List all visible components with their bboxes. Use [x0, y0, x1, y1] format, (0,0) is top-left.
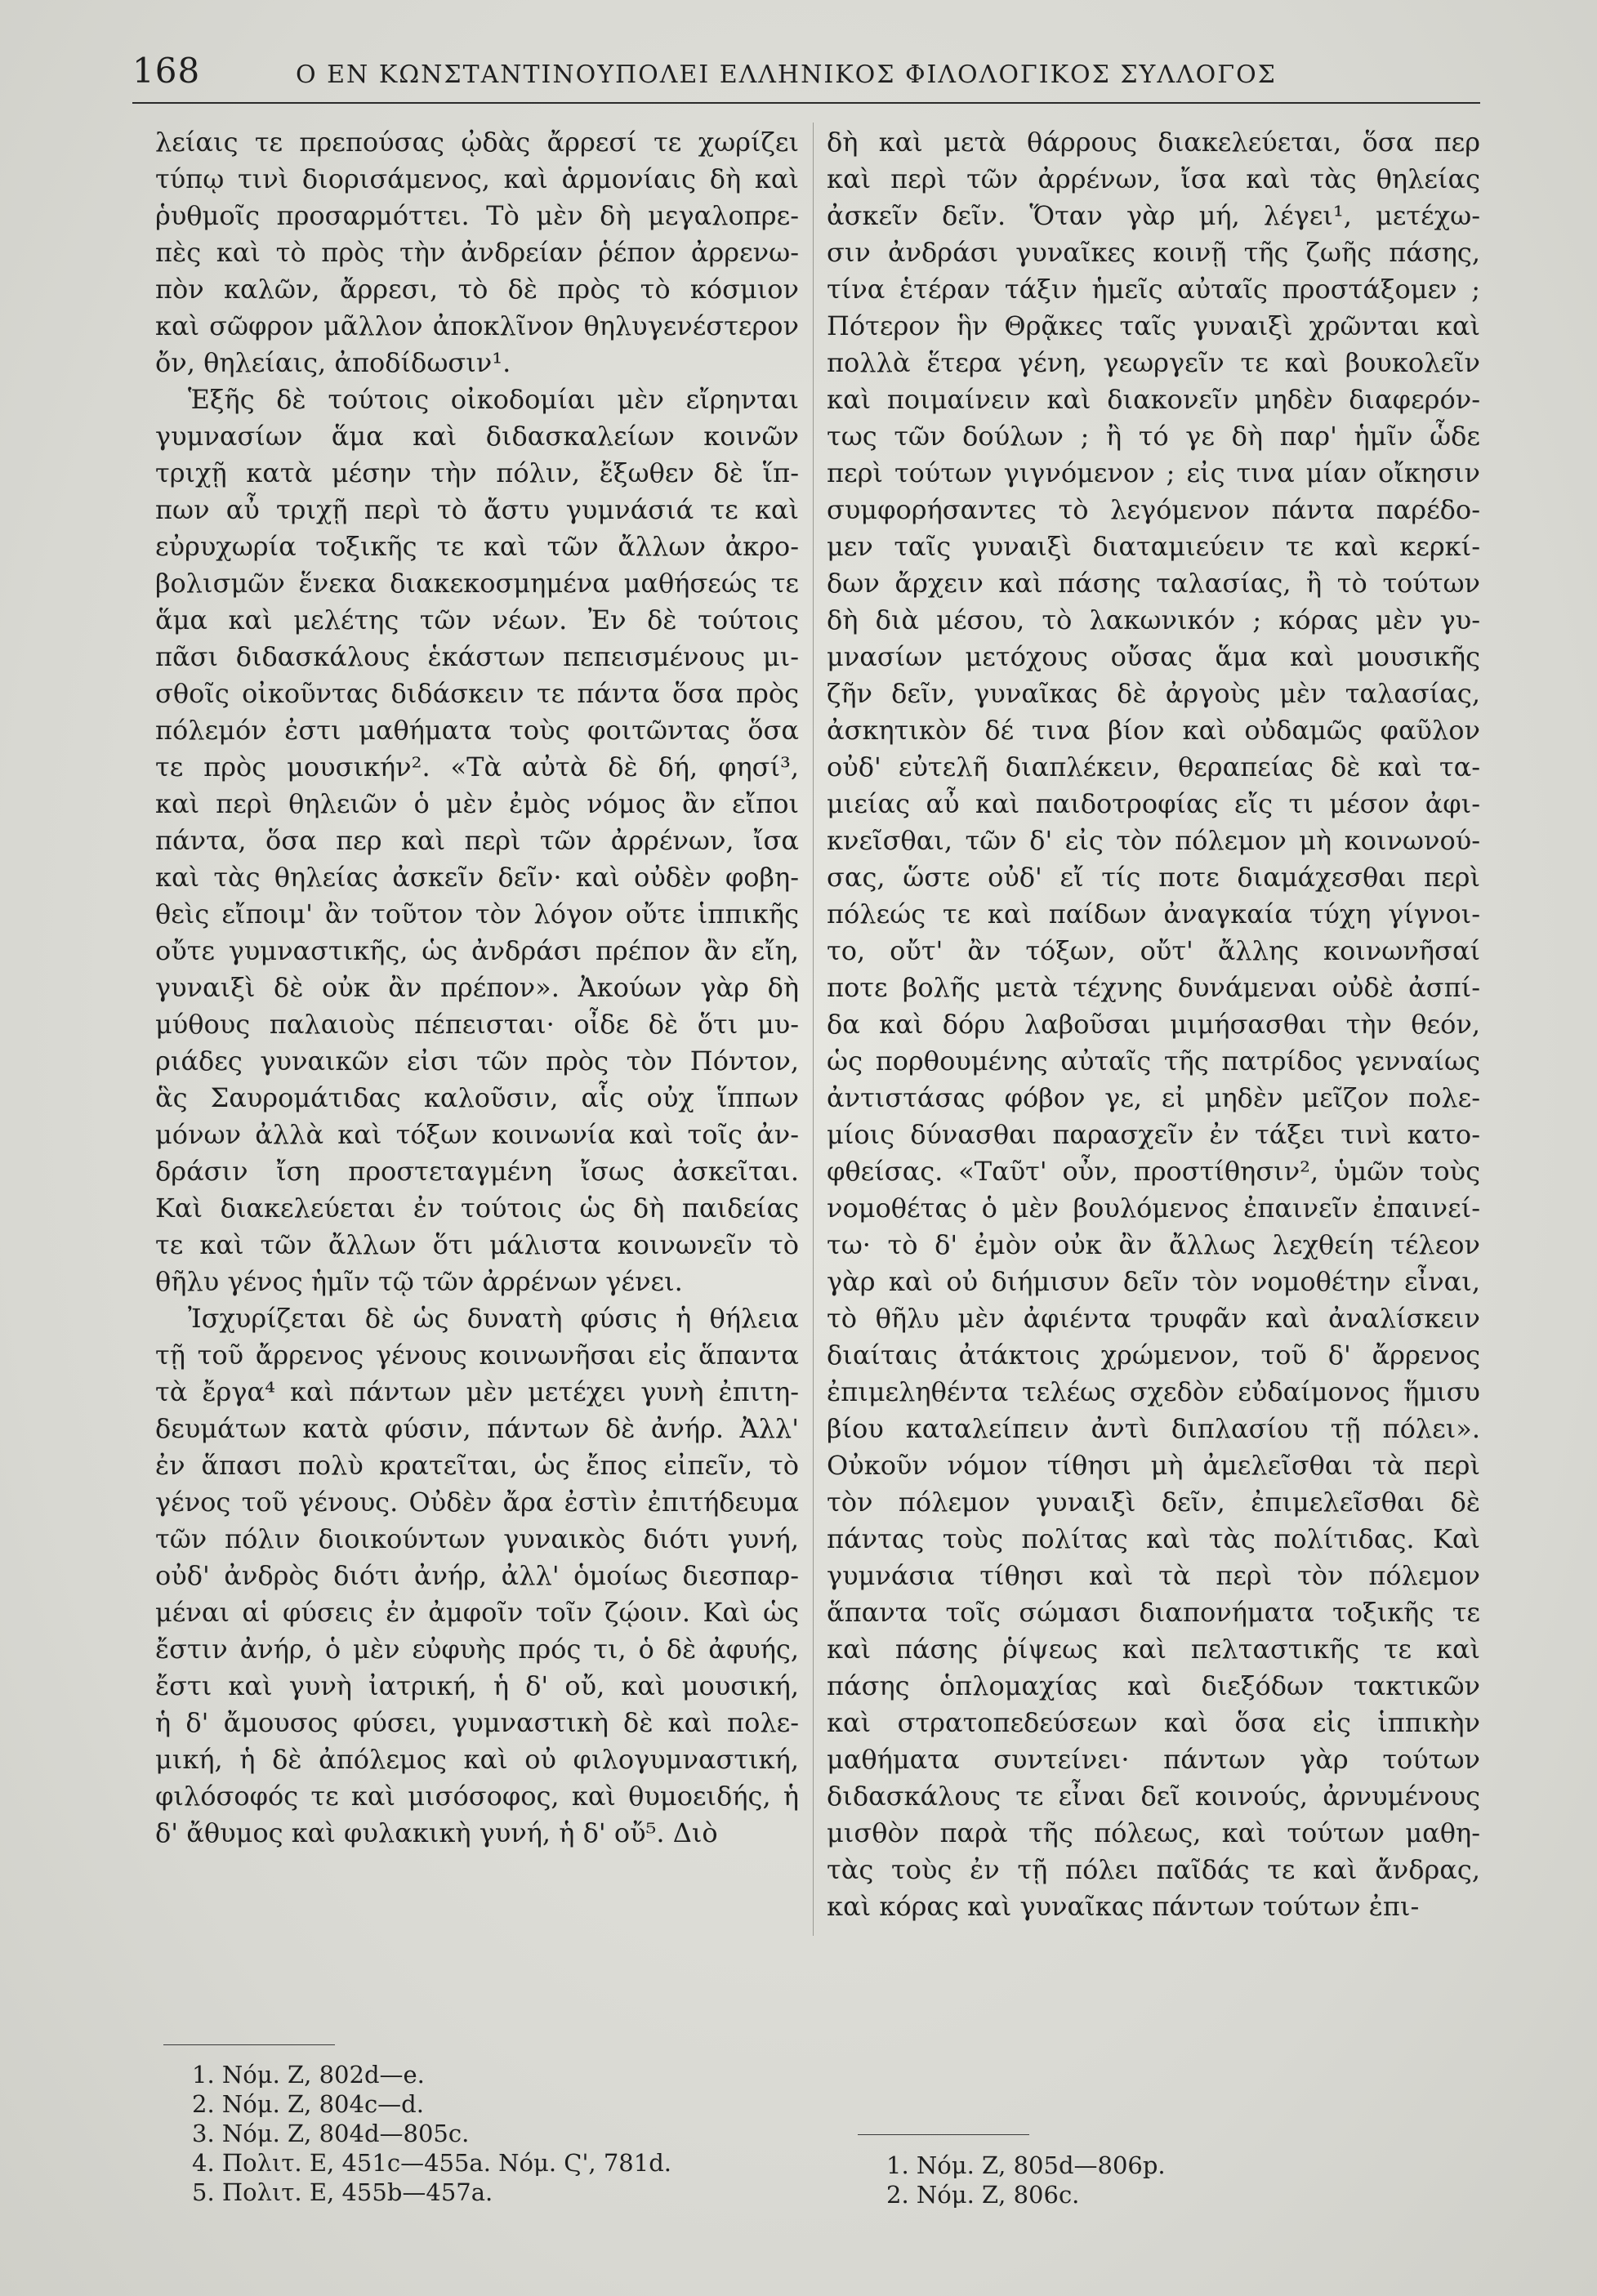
text-line: μαθήματα συντείνει· πάντων γὰρ τούτων	[827, 1744, 1480, 1775]
text-line: τῇ τοῦ ἄρρενος γένους κοινωνῆσαι εἰς ἅπαντα	[155, 1340, 799, 1371]
text-line: δράσιν ἴση προστεταγμένη ἴσως ἀσκεῖται.	[155, 1156, 799, 1187]
text-line: φθείσας. «Ταῦτ' οὖν, προστίθησιν², ὑμῶν τοὺς	[827, 1156, 1480, 1187]
text-line: καὶ περὶ τῶν ἀρρένων, ἴσα καὶ τὰς θηλείας	[827, 163, 1480, 194]
footnote-rule-left	[163, 2044, 335, 2045]
text-line: καὶ περὶ θηλειῶν ὁ μὲν ἐμὸς νόμος ἂν εἴποι	[155, 788, 799, 819]
text-line: καὶ ποιμαίνειν καὶ διακονεῖν μηδὲν διαφερόν-	[827, 384, 1480, 415]
text-line: ὡς πορθουμένης αὐταῖς τῆς πατρίδος γενναίως	[827, 1045, 1480, 1077]
text-line: ἐν ἅπασι πολὺ κρατεῖται, ὡς ἔπος εἰπεῖν, τὸ	[155, 1450, 799, 1481]
text-line: μισθὸν παρὰ τῆς πόλεως, καὶ τούτων μαθη-	[827, 1817, 1480, 1848]
text-line: φιλόσοφός τε καὶ μισόσοφος, καὶ θυμοειδής, ἡ	[155, 1781, 799, 1812]
text-line: γένος τοῦ γένους. Οὐδὲν ἄρα ἐστὶν ἐπιτήδευμα	[155, 1487, 799, 1518]
text-line: τε πρὸς μουσικήν². «Τὰ αὐτὰ δὲ δή, φησί³,	[155, 751, 799, 782]
text-line: πάντας τοὺς πολίτας καὶ τὰς πολίτιδας. Καὶ	[827, 1523, 1480, 1554]
text-line: ὄν, θηλείαις, ἀποδίδωσιν¹.	[155, 347, 511, 378]
text-line: καὶ σῶφρον μᾶλλον ἀποκλῖνον θηλυγενέστερον	[155, 310, 799, 341]
text-line: πολλὰ ἕτερα γένη, γεωργεῖν τε καὶ βουκολεῖν	[827, 347, 1480, 378]
text-line: ἃς Σαυρομάτιδας καλοῦσιν, αἷς οὐχ ἵππων	[155, 1082, 799, 1113]
text-line: τὸν πόλεμον γυναιξὶ δεῖν, ἐπιμελεῖσθαι δὲ	[827, 1487, 1480, 1518]
text-line: τριχῇ κατὰ μέσην τὴν πόλιν, ἔξωθεν δὲ ἵπ-	[155, 457, 799, 488]
text-line: σιν ἀνδράσι γυναῖκες κοινῇ τῆς ζωῆς πάσης,	[827, 237, 1480, 268]
text-line: μύθους παλαιοὺς πέπεισται· οἶδε δὲ ὅτι μυ-	[155, 1009, 799, 1040]
text-line: τῶν πόλιν διοικούντων γυναικὸς διότι γυνή,	[155, 1523, 799, 1554]
text-line: ἅμα καὶ μελέτης τῶν νέων. Ἐν δὲ τούτοις	[155, 604, 799, 635]
text-line: ἀσκητικὸν δέ τινα βίον καὶ οὐδαμῶς φαῦλον	[827, 715, 1480, 746]
text-line: μιείας αὖ καὶ παιδοτροφίας εἴς τι μέσον ἀφι-	[827, 788, 1480, 819]
text-line: οὐδ' εὐτελῆ διαπλέκειν, θεραπείας δὲ καὶ τα-	[827, 751, 1480, 782]
text-line: καὶ πάσης ῥίψεως καὶ πελταστικῆς τε καὶ	[827, 1634, 1480, 1665]
text-line: ποτε βολῆς μετὰ τέχνης δυνάμεναι οὐδὲ ἀσπί-	[827, 972, 1480, 1003]
text-line: δὴ καὶ μετὰ θάρρους διακελεύεται, ὅσα περ	[827, 127, 1480, 158]
text-line: πων αὖ τριχῇ περὶ τὸ ἄστυ γυμνάσιά τε καὶ	[155, 494, 799, 525]
text-line: περὶ τούτων γιγνόμενον ; εἰς τινα μίαν οἴκησιν	[827, 457, 1480, 488]
text-line: οὐδ' ἀνδρὸς διότι ἀνήρ, ἀλλ' ὁμοίως διεσπαρ-	[155, 1560, 799, 1591]
text-line: δα καὶ δόρυ λαβοῦσαι μιμήσασθαι τὴν θεόν,	[827, 1009, 1480, 1040]
text-line: τὰς τοὺς ἐν τῇ πόλει παῖδάς τε καὶ ἄνδρας,	[827, 1854, 1480, 1885]
text-line: πόλεμόν ἐστι μαθήματα τοὺς φοιτῶντας ὅσα	[155, 715, 799, 746]
text-line: μνασίων μετόχους οὔσας ἅμα καὶ μουσικῆς	[827, 641, 1480, 672]
text-line: μέναι αἱ φύσεις ἐν ἀμφοῖν τοῖν ζῴοιν. Καὶ ὡς	[155, 1597, 799, 1628]
page-number: 168	[132, 51, 201, 91]
text-line: δων ἄρχειν καὶ πάσης ταλασίας, ἢ τὸ τούτων	[827, 568, 1480, 599]
text-line: πὲς καὶ τὸ πρὸς τὴν ἀνδρείαν ῥέπον ἀρρενω-	[155, 237, 799, 268]
text-line: τε καὶ τῶν ἄλλων ὅτι μάλιστα κοινωνεῖν τὸ	[155, 1229, 799, 1260]
text-line: τως τῶν δούλων ; ἢ τό γε δὴ παρ' ἡμῖν ὧδε	[827, 421, 1480, 452]
footnote: 2. Νόμ. Ζ, 804c—d.	[192, 2090, 424, 2118]
text-line: πάντα, ὅσα περ καὶ περὶ τῶν ἀρρένων, ἴσα	[155, 825, 799, 856]
text-line: νομοθέτας ὁ μὲν βουλόμενος ἐπαινεῖν ἐπαινεί-	[827, 1193, 1480, 1224]
running-head	[132, 51, 1480, 100]
text-line: διαίταις ἀτάκτοις χρώμενον, τοῦ δ' ἄρρενος	[827, 1340, 1480, 1371]
text-line: Οὐκοῦν νόμον τίθησι μὴ ἀμελεῖσθαι τὰ περὶ	[827, 1450, 1480, 1481]
text-line: Ἑξῆς δὲ τούτοις οἰκοδομίαι μὲν εἴρηνται	[188, 384, 799, 415]
text-line: ἐπιμεληθέντα τελέως σχεδὸν εὐδαίμονος ἥμισυ	[827, 1376, 1480, 1407]
text-line: ἀντιστάσας φόβον γε, εἰ μηδὲν μεῖζον πολε-	[827, 1082, 1480, 1113]
text-line: μόνων ἀλλὰ καὶ τόξων κοινωνία καὶ τοῖς ἀν-	[155, 1119, 799, 1150]
text-line: βίου καταλείπειν ἀντὶ διπλασίου τῇ πόλει».	[827, 1413, 1480, 1444]
text-line: ἔστιν ἀνήρ, ὁ μὲν εὐφυὴς πρός τι, ὁ δὲ ἀφυής,	[155, 1634, 799, 1665]
text-line: τύπῳ τινὶ διορισάμενος, καὶ ἁρμονίαις δὴ καὶ	[155, 163, 799, 194]
footnote-rule-right	[858, 2134, 1029, 2135]
header-rule	[132, 102, 1480, 104]
text-line: θεὶς εἴποιμ' ἂν τοῦτον τὸν λόγον οὔτε ἱππικῆς	[155, 898, 799, 930]
text-line: ῥυθμοῖς προσαρμόττει. Τὸ μὲν δὴ μεγαλοπρε-	[155, 200, 799, 231]
text-line: δευμάτων κατὰ φύσιν, πάντων δὲ ἀνήρ. Ἀλλ'	[155, 1413, 799, 1444]
footnote: 1. Νόμ. Ζ, 805d—806p.	[886, 2151, 1166, 2179]
text-line: Πότερον ἣν Θρᾷκες ταῖς γυναιξὶ χρῶνται καὶ	[827, 310, 1480, 341]
text-line: πᾶσι διδασκάλους ἑκάστων πεπεισμένους μι-	[155, 641, 799, 672]
text-line: τὰ ἔργα⁴ καὶ πάντων μὲν μετέχει γυνὴ ἐπιτη-	[155, 1376, 799, 1407]
text-line: μεν ταῖς γυναιξὶ διαταμιεύειν τε καὶ κερκί-	[827, 531, 1480, 562]
text-line: δ' ἄθυμος καὶ φυλακικὴ γυνή, ἡ δ' οὔ⁵. Διὸ	[155, 1817, 718, 1848]
text-line: πὸν καλῶν, ἄρρεσι, τὸ δὲ πρὸς τὸ κόσμιον	[155, 274, 799, 305]
text-line: ἀσκεῖν δεῖν. Ὅταν γὰρ μή, λέγει¹, μετέχω-	[827, 200, 1480, 231]
text-line: γὰρ καὶ οὐ διήμισυν δεῖν τὸν νομοθέτην εἶναι,	[827, 1266, 1480, 1297]
text-line: λείαις τε πρεπούσας ᾠδὰς ἄρρεσί τε χωρίζει	[155, 127, 799, 158]
text-line: κνεῖσθαι, τῶν δ' εἰς τὸν πόλεμον μὴ κοινωνού-	[827, 825, 1480, 856]
column-divider	[813, 123, 814, 1936]
text-line: γυμνάσια τίθησι καὶ τὰ περὶ τὸν πόλεμον	[827, 1560, 1480, 1591]
footnote: 5. Πολιτ. Ε, 455b—457a.	[192, 2178, 493, 2206]
text-line: βολισμῶν ἕνεκα διακεκοσμημένα μαθήσεώς τε	[155, 568, 799, 599]
text-line: μίοις δύνασθαι παρασχεῖν ἐν τάξει τινὶ κατο-	[827, 1119, 1480, 1150]
text-line: το, οὔτ' ἂν τόξων, οὔτ' ἄλλης κοινωνῆσαί	[827, 935, 1480, 966]
footnote: 4. Πολιτ. Ε, 451c—455a. Νόμ. Ϛ', 781d.	[192, 2149, 671, 2177]
text-line: σας, ὥστε οὐδ' εἴ τίς ποτε διαμάχεσθαι περὶ	[827, 862, 1480, 893]
text-line: πάσης ὁπλομαχίας καὶ διεξόδων τακτικῶν	[827, 1670, 1480, 1701]
left-column	[155, 124, 799, 1852]
text-line: καὶ κόρας καὶ γυναῖκας πάντων τούτων ἐπι-	[827, 1891, 1420, 1922]
text-line: ἅπαντα τοῖς σώμασι διαπονήματα τοξικῆς τε	[827, 1597, 1480, 1628]
running-head-title: Ο ΕΝ ΚΩΝΣΤΑΝΤΙΝΟΥΠΟΛΕΙ ΕΛΛΗΝΙΚΟΣ ΦΙΛΟΛΟΓΙΚΟΣ ΣΥΛΛΟΓΟΣ	[296, 60, 1277, 89]
text-line: καὶ στρατοπεδεύσεων καὶ ὅσα εἰς ἱππικὴν	[827, 1707, 1480, 1738]
text-line: Ἰσχυρίζεται δὲ ὡς δυνατὴ φύσις ἡ θήλεια	[188, 1303, 799, 1334]
text-line: συμφορήσαντες τὸ λεγόμενον πάντα παρέδο-	[827, 494, 1480, 525]
text-line: καὶ τὰς θηλείας ἀσκεῖν δεῖν· καὶ οὐδὲν φοβη-	[155, 862, 799, 893]
text-line: πόλεώς τε καὶ παίδων ἀναγκαία τύχη γίγνοι-	[827, 898, 1480, 930]
text-line: γυμνασίων ἅμα καὶ διδασκαλείων κοινῶν	[155, 421, 799, 452]
text-line: ἡ δ' ἄμουσος φύσει, γυμναστικὴ δὲ καὶ πολε-	[155, 1707, 799, 1738]
footnote: 2. Νόμ. Ζ, 806c.	[886, 2181, 1080, 2209]
right-column	[827, 124, 1480, 1925]
text-line: ζῆν δεῖν, γυναῖκας δὲ ἀργοὺς μὲν ταλασίας,	[827, 678, 1480, 709]
text-line: τω· τὸ δ' ἐμὸν οὐκ ἂν ἄλλως λεχθείη τέλεον	[827, 1229, 1480, 1260]
text-line: διδασκάλους τε εἶναι δεῖ κοινούς, ἀρνυμένους	[827, 1781, 1480, 1812]
text-line: θῆλυ γένος ἡμῖν τῷ τῶν ἀρρένων γένει.	[155, 1266, 683, 1297]
text-line: τὸ θῆλυ μὲν ἀφιέντα τρυφᾶν καὶ ἀναλίσκειν	[827, 1303, 1480, 1334]
text-line: ριάδες γυναικῶν εἰσι τῶν πρὸς τὸν Πόντον,	[155, 1045, 799, 1077]
footnote: 3. Νόμ. Ζ, 804d—805c.	[192, 2120, 470, 2147]
text-line: εὐρυχωρία τοξικῆς τε καὶ τῶν ἄλλων ἀκρο-	[155, 531, 799, 562]
text-line: ἔστι καὶ γυνὴ ἰατρική, ἡ δ' οὔ, καὶ μουσική,	[155, 1670, 799, 1701]
text-line: τίνα ἑτέραν τάξιν ἡμεῖς αὐταῖς προστάξομεν ;	[827, 274, 1480, 305]
footnotes-right	[886, 2151, 1166, 2209]
text-line: Καὶ διακελεύεται ἐν τούτοις ὡς δὴ παιδείας	[155, 1193, 799, 1224]
footnote: 1. Νόμ. Ζ, 802d—e.	[192, 2061, 425, 2089]
text-line: σθοῖς οἰκοῦντας διδάσκειν τε πάντα ὅσα πρὸς	[155, 678, 799, 709]
text-line: δὴ διὰ μέσου, τὸ λακωνικόν ; κόρας μὲν γυ-	[827, 604, 1480, 635]
footnotes-left	[192, 2060, 671, 2207]
text-line: μική, ἡ δὲ ἀπόλεμος καὶ οὐ φιλογυμναστική,	[155, 1744, 799, 1775]
text-line: γυναιξὶ δὲ οὐκ ἂν πρέπον». Ἀκούων γὰρ δὴ	[155, 972, 799, 1003]
text-line: οὔτε γυμναστικῆς, ὡς ἀνδράσι πρέπον ἂν εἴη,	[155, 935, 799, 966]
